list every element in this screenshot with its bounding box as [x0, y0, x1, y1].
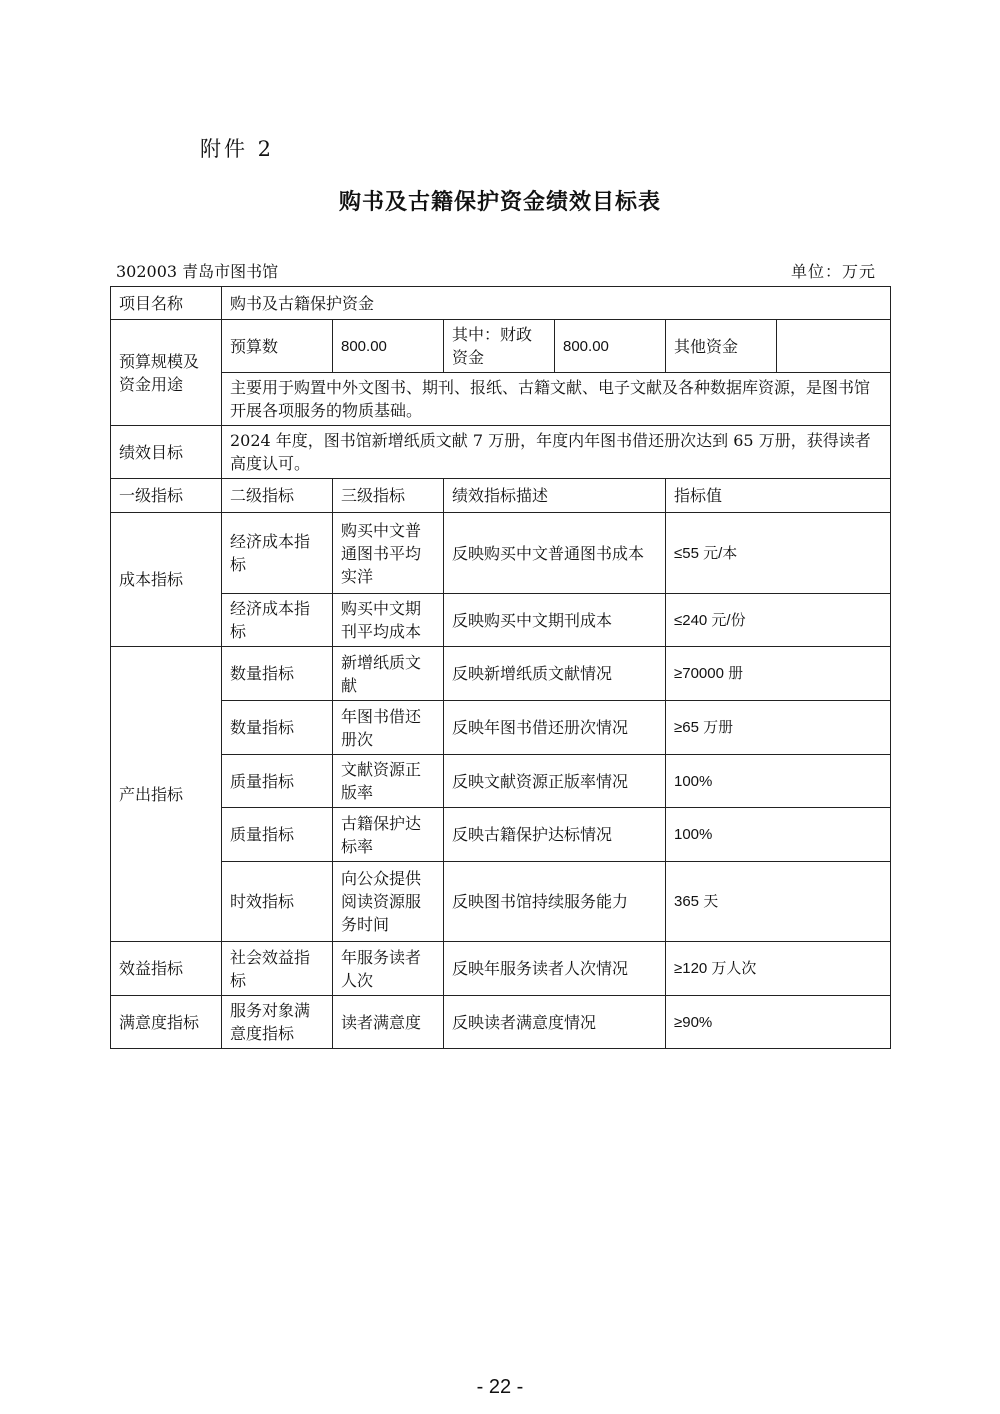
indicator-description: 反映购买中文期刊成本	[444, 594, 666, 647]
budget-total-label: 预算数	[222, 320, 333, 373]
level3-indicator: 向公众提供阅读资源服务时间	[333, 862, 444, 942]
budget-total-value: 800.00	[333, 320, 444, 373]
budget-fiscal-value: 800.00	[555, 320, 666, 373]
indicator-row	[111, 755, 891, 808]
header-level1: 一级指标	[111, 479, 222, 513]
project-name: 购书及古籍保护资金	[222, 287, 891, 320]
unit-label: 单位：万元	[790, 262, 876, 281]
indicator-value: ≥120 万人次	[666, 942, 891, 996]
level2-indicator: 时效指标	[222, 862, 333, 942]
header-description: 绩效指标描述	[444, 479, 666, 513]
budget-usage: 主要用于购置中外文图书、期刊、报纸、古籍文献、电子文献及各种数据库资源，是图书馆开展各项服务的物质基础。	[222, 373, 891, 426]
budget-other-label: 其他资金	[666, 320, 777, 373]
indicator-description: 反映购买中文普通图书成本	[444, 513, 666, 594]
header-level2: 二级指标	[222, 479, 333, 513]
header-level3: 三级指标	[333, 479, 444, 513]
indicator-value: 365 天	[666, 862, 891, 942]
indicator-value: ≥70000 册	[666, 647, 891, 701]
budget-fiscal-label: 其中：财政资金	[444, 320, 555, 373]
indicator-description: 反映古籍保护达标情况	[444, 808, 666, 862]
indicator-description: 反映文献资源正版率情况	[444, 755, 666, 808]
indicator-row	[111, 513, 891, 594]
level2-indicator: 经济成本指标	[222, 513, 333, 594]
indicator-value: ≤55 元/本	[666, 513, 891, 594]
level3-indicator: 年图书借还册次	[333, 701, 444, 755]
indicator-row	[111, 647, 891, 701]
level3-indicator: 新增纸质文献	[333, 647, 444, 701]
indicator-value: 100%	[666, 808, 891, 862]
indicator-value: ≥90%	[666, 996, 891, 1049]
level2-indicator: 社会效益指标	[222, 942, 333, 996]
indicator-row	[111, 808, 891, 862]
header-value: 指标值	[666, 479, 891, 513]
page-number: - 22 -	[476, 1376, 524, 1398]
indicator-row	[111, 594, 891, 647]
level1-indicator: 产出指标	[111, 647, 222, 942]
indicator-row	[111, 996, 891, 1049]
project-label: 项目名称	[111, 287, 222, 320]
indicator-value: ≥65 万册	[666, 701, 891, 755]
organization-code: 302003 青岛市图书馆	[116, 262, 279, 281]
budget-amount-row	[111, 320, 891, 373]
level3-indicator: 文献资源正版率	[333, 755, 444, 808]
level2-indicator: 数量指标	[222, 701, 333, 755]
indicator-description: 反映图书馆持续服务能力	[444, 862, 666, 942]
goal-label: 绩效目标	[111, 426, 222, 479]
level2-indicator: 数量指标	[222, 647, 333, 701]
level1-indicator: 效益指标	[111, 942, 222, 996]
level3-indicator: 读者满意度	[333, 996, 444, 1049]
level3-indicator: 购买中文普通图书平均实洋	[333, 513, 444, 594]
level1-indicator: 成本指标	[111, 513, 222, 647]
level2-indicator: 服务对象满意度指标	[222, 996, 333, 1049]
document-title: 购书及古籍保护资金绩效目标表	[338, 190, 661, 215]
budget-label: 预算规模及资金用途	[111, 320, 222, 426]
indicator-description: 反映新增纸质文献情况	[444, 647, 666, 701]
level1-indicator: 满意度指标	[111, 996, 222, 1049]
performance-target-table	[110, 286, 891, 1049]
budget-usage-row	[111, 373, 891, 426]
indicator-row	[111, 942, 891, 996]
level3-indicator: 购买中文期刊平均成本	[333, 594, 444, 647]
goal-row	[111, 426, 891, 479]
indicator-value: ≤240 元/份	[666, 594, 891, 647]
indicator-description: 反映年服务读者人次情况	[444, 942, 666, 996]
project-row	[111, 287, 891, 320]
indicator-description: 反映年图书借还册次情况	[444, 701, 666, 755]
goal-text: 2024 年度，图书馆新增纸质文献 7 万册，年度内年图书借还册次达到 65 万册，获得读者高度认可。	[222, 426, 891, 479]
level2-indicator: 质量指标	[222, 808, 333, 862]
indicator-value: 100%	[666, 755, 891, 808]
attachment-label: 附件 2	[200, 137, 275, 161]
level2-indicator: 质量指标	[222, 755, 333, 808]
indicator-row	[111, 701, 891, 755]
level2-indicator: 经济成本指标	[222, 594, 333, 647]
indicator-header-row	[111, 479, 891, 513]
indicator-description: 反映读者满意度情况	[444, 996, 666, 1049]
budget-other-value	[777, 320, 891, 373]
level3-indicator: 年服务读者人次	[333, 942, 444, 996]
level3-indicator: 古籍保护达标率	[333, 808, 444, 862]
indicator-row	[111, 862, 891, 942]
